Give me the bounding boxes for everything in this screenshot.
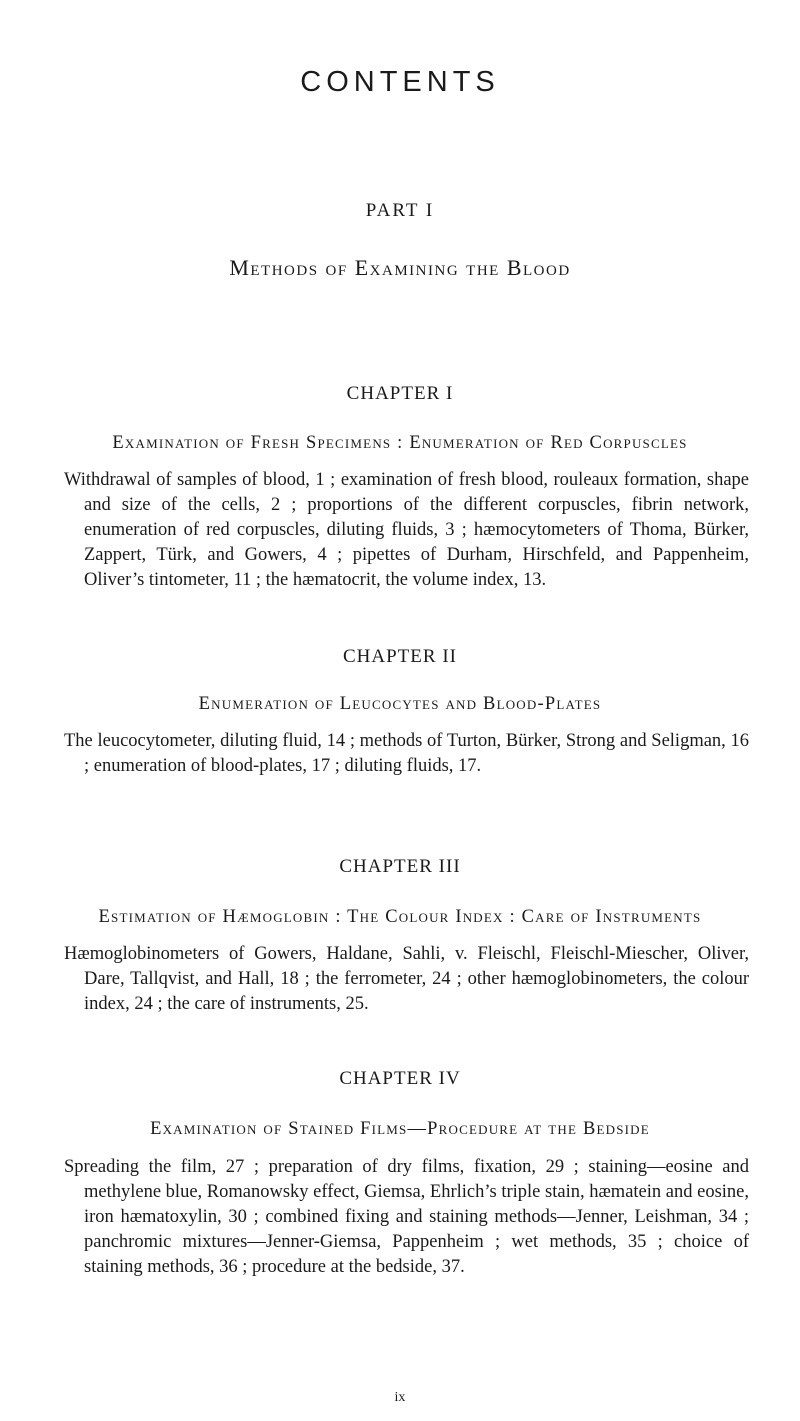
page-title: CONTENTS bbox=[300, 66, 500, 98]
chapter-4-label: CHAPTER IV bbox=[339, 1068, 461, 1089]
chapter-4-summary: Spreading the film, 27 ; preparation of dry films, fixation, 29 ; staining—eosine and methylene blue, Romanowsky effect, Giemsa, Ehrlich’s triple stain, hæmatein and eosine, iron hæmatoxylin, 30 ; combined fixing and staining methods—Jenner, Leishman, 34 ; panchromic mixtures—Jenner-Giemsa, Pappenheim ; wet methods, 35 ; choice of staining methods, 36 ; procedure at the bedside, 37. bbox=[64, 1157, 749, 1277]
chapter-1-title: Examination of Fresh Specimens : Enumeration of Red Corpuscles bbox=[112, 433, 688, 453]
chapter-3-title: Estimation of Hæmoglobin : The Colour Index : Care of Instruments bbox=[98, 907, 702, 927]
chapter-1-summary: Withdrawal of samples of blood, 1 ; examination of fresh blood, rouleaux formation, shape and size of the cells, 2 ; proportions of the different corpuscles, fibrin network, enumeration of red corpuscles, diluting fluids, 3 ; hæmocytometers of Thoma, Bürker, Zappert, Türk, and Gowers, 4 ; pipettes of Durham, Hirschfeld, and Pappenheim, Oliver’s tintometer, 11 ; the hæmatocrit, the volume index, 13. bbox=[64, 470, 749, 590]
chapter-2-title: Enumeration of Leucocytes and Blood-Plates bbox=[198, 694, 602, 714]
part-heading: Methods of Examining the Blood bbox=[229, 255, 571, 280]
chapter-2-summary: The leucocytometer, diluting fluid, 14 ; methods of Turton, Bürker, Strong and Seligman, 16 ; enumeration of blood-plates, 17 ; diluting fluids, 17. bbox=[64, 731, 749, 776]
page-number: ix bbox=[394, 1390, 406, 1405]
chapter-1-label: CHAPTER I bbox=[346, 383, 454, 404]
chapter-4-title: Examination of Stained Films—Procedure at the Bedside bbox=[150, 1119, 650, 1139]
part-label: PART I bbox=[365, 200, 435, 221]
chapter-2-label: CHAPTER II bbox=[343, 646, 457, 667]
chapter-3-summary: Hæmoglobinometers of Gowers, Haldane, Sahli, v. Fleischl, Fleischl-Miescher, Oliver, Dare, Tallqvist, and Hall, 18 ; the ferrometer, 24 ; other hæmoglobinometers, the colour index, 24 ; the care of instruments, 25. bbox=[64, 944, 749, 1014]
chapter-3-label: CHAPTER III bbox=[339, 856, 461, 877]
